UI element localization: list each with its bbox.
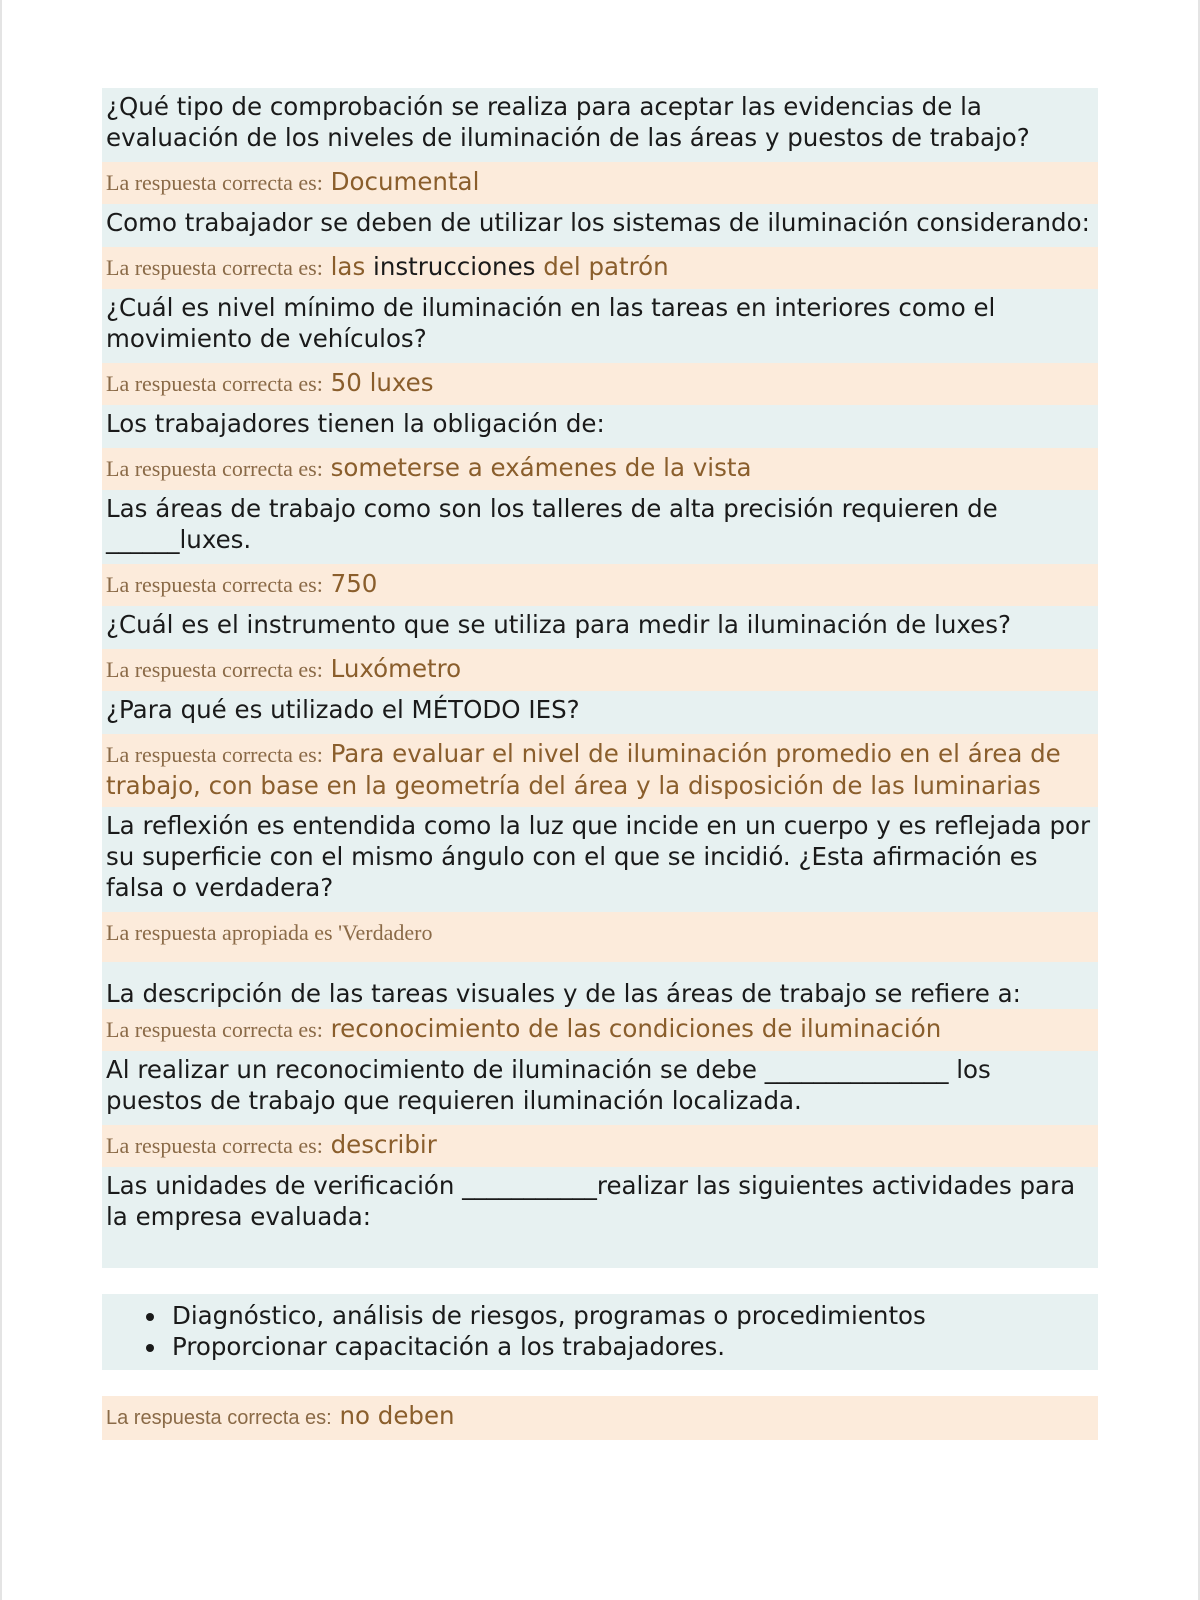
answer-prefix: La respuesta correcta es: <box>106 371 323 396</box>
answer-text: describir <box>330 1130 437 1159</box>
question-10: Al realizar un reconocimiento de iluminación se debe _______________ los puestos de trabajo que requieren iluminación localizada. <box>102 1051 1098 1125</box>
answer-text: 50 luxes <box>330 368 434 397</box>
question-3: ¿Cuál es nivel mínimo de iluminación en las tareas en interiores como el movimiento de vehículos? <box>102 289 1098 363</box>
answer-7 <box>102 734 1098 807</box>
answer-text: La respuesta apropiada es 'Verdadero <box>106 920 433 945</box>
question-2: Como trabajador se deben de utilizar los sistemas de iluminación considerando: <box>102 204 1098 247</box>
question-7: ¿Para qué es utilizado el MÉTODO IES? <box>102 691 1098 734</box>
answer-text: 750 <box>330 569 378 598</box>
answer-text: no deben <box>339 1401 455 1430</box>
answer-11 <box>102 1396 1098 1440</box>
answer-text-part-2: instrucciones <box>373 252 536 281</box>
quiz-document <box>102 88 1098 1440</box>
answer-prefix: La respuesta correcta es: <box>106 456 323 481</box>
question-4: Los trabajadores tienen la obligación de: <box>102 405 1098 448</box>
answer-9 <box>102 1009 1098 1051</box>
question-11: Las unidades de verificación ___________realizar las siguientes actividades para la empresa evaluada: <box>102 1167 1098 1268</box>
answer-4 <box>102 448 1098 490</box>
answer-text: someterse a exámenes de la vista <box>330 453 752 482</box>
answer-text-part-3: del patrón <box>543 252 669 281</box>
page-edge-left <box>0 0 2 1600</box>
answer-prefix: La respuesta correcta es: <box>106 742 323 767</box>
answer-prefix: La respuesta correcta es: <box>106 1017 323 1042</box>
answer-prefix: La respuesta correcta es: <box>106 1407 332 1429</box>
list-item: • Diagnóstico, análisis de riesgos, programas o procedimientos <box>168 1300 1094 1331</box>
answer-prefix: La respuesta correcta es: <box>106 255 323 280</box>
question-8: La reflexión es entendida como la luz que incide en un cuerpo y es reflejada por su superficie con el mismo ángulo con el que se incidió. ¿Esta afirmación es falsa o verdadera? <box>102 807 1098 912</box>
question-6: ¿Cuál es el instrumento que se utiliza para medir la iluminación de luxes? <box>102 606 1098 649</box>
answer-2 <box>102 247 1098 289</box>
answer-text: Para evaluar el nivel de iluminación promedio en el área de trabajo, con base en la geometría del área y la disposición de las luminarias <box>106 739 1061 800</box>
answer-prefix: La respuesta correcta es: <box>106 1133 323 1158</box>
list-item: • Proporcionar capacitación a los trabajadores. <box>168 1331 1094 1362</box>
answer-5 <box>102 564 1098 606</box>
answer-prefix: La respuesta correcta es: <box>106 170 323 195</box>
answer-3 <box>102 363 1098 405</box>
answer-text-part-1: las <box>330 252 366 281</box>
answer-6 <box>102 649 1098 691</box>
answer-8 <box>102 912 1098 962</box>
question-9: La descripción de las tareas visuales y de las áreas de trabajo se refiere a: <box>102 962 1098 1009</box>
answer-text: reconocimiento de las condiciones de iluminación <box>330 1014 942 1043</box>
question-11-bullet-list <box>102 1294 1098 1370</box>
answer-1 <box>102 162 1098 204</box>
spacer <box>102 1370 1098 1396</box>
question-5: Las áreas de trabajo como son los talleres de alta precisión requieren de ______luxes. <box>102 490 1098 564</box>
answer-prefix: La respuesta correcta es: <box>106 657 323 682</box>
answer-10 <box>102 1125 1098 1167</box>
answer-text: Documental <box>330 167 480 196</box>
question-1: ¿Qué tipo de comprobación se realiza para aceptar las evidencias de la evaluación de los niveles de iluminación de las áreas y puestos de trabajo? <box>102 88 1098 162</box>
spacer <box>102 1268 1098 1294</box>
answer-prefix: La respuesta correcta es: <box>106 572 323 597</box>
answer-text: Luxómetro <box>330 654 462 683</box>
